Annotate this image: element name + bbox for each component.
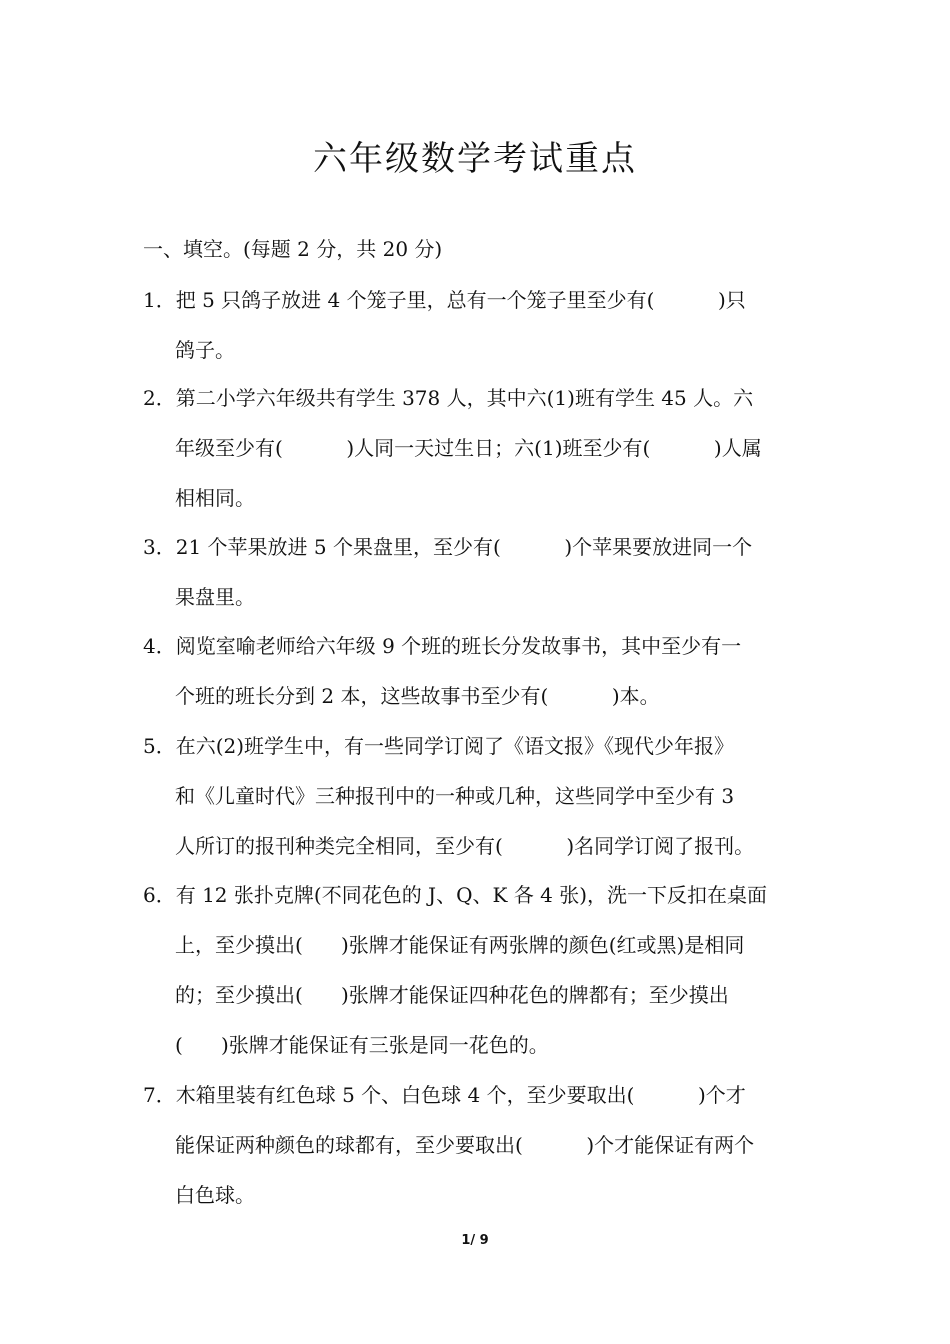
question-6-line-4: ( )张牌才能保证有三张是同一花色的。 xyxy=(175,1033,549,1057)
question-2-line-2: 年级至少有( )人同一天过生日；六(1)班至少有( )人属 xyxy=(175,436,762,460)
question-7-line-3: 白色球。 xyxy=(175,1183,255,1207)
question-4-line-1: 4．阅览室喻老师给六年级 9 个班的班长分发故事书，其中至少有一 xyxy=(143,634,742,658)
question-4-line-2: 个班的班长分到 2 本，这些故事书至少有( )本。 xyxy=(175,684,660,708)
question-2-line-3: 相相同。 xyxy=(175,486,255,510)
question-3-line-2: 果盘里。 xyxy=(175,585,255,609)
question-6-line-1: 6．有 12 张扑克牌(不同花色的 J、Q、K 各 4 张)，洗一下反扣在桌面 xyxy=(143,883,768,907)
question-6-line-2: 上，至少摸出( )张牌才能保证有两张牌的颜色(红或黑)是相同 xyxy=(175,933,745,957)
question-7-line-1: 7．木箱里装有红色球 5 个、白色球 4 个，至少要取出( )个才 xyxy=(143,1083,746,1107)
question-5-line-1: 5．在六(2)班学生中，有一些同学订阅了《语文报》《现代少年报》 xyxy=(143,734,735,758)
section-heading: 一、填空。(每题 2 分，共 20 分) xyxy=(143,237,443,261)
page-number: 1/ 9 xyxy=(461,1233,489,1248)
question-7-line-2: 能保证两种颜色的球都有，至少要取出( )个才能保证有两个 xyxy=(175,1133,755,1157)
question-5-line-3: 人所订的报刊种类完全相同，至少有( )名同学订阅了报刊。 xyxy=(175,834,755,858)
question-6-line-3: 的；至少摸出( )张牌才能保证四种花色的牌都有；至少摸出 xyxy=(175,983,729,1007)
question-2-line-1: 2．第二小学六年级共有学生 378 人，其中六(1)班有学生 45 人。六 xyxy=(143,386,754,410)
document-title: 六年级数学考试重点 xyxy=(313,139,637,179)
question-1-line-2: 鸽子。 xyxy=(175,338,235,362)
question-5-line-2: 和《儿童时代》三种报刊中的一种或几种，这些同学中至少有 3 xyxy=(175,784,735,808)
question-1-line-1: 1．把 5 只鸽子放进 4 个笼子里，总有一个笼子里至少有( )只 xyxy=(143,288,746,312)
question-3-line-1: 3．21 个苹果放进 5 个果盘里，至少有( )个苹果要放进同一个 xyxy=(143,535,753,559)
